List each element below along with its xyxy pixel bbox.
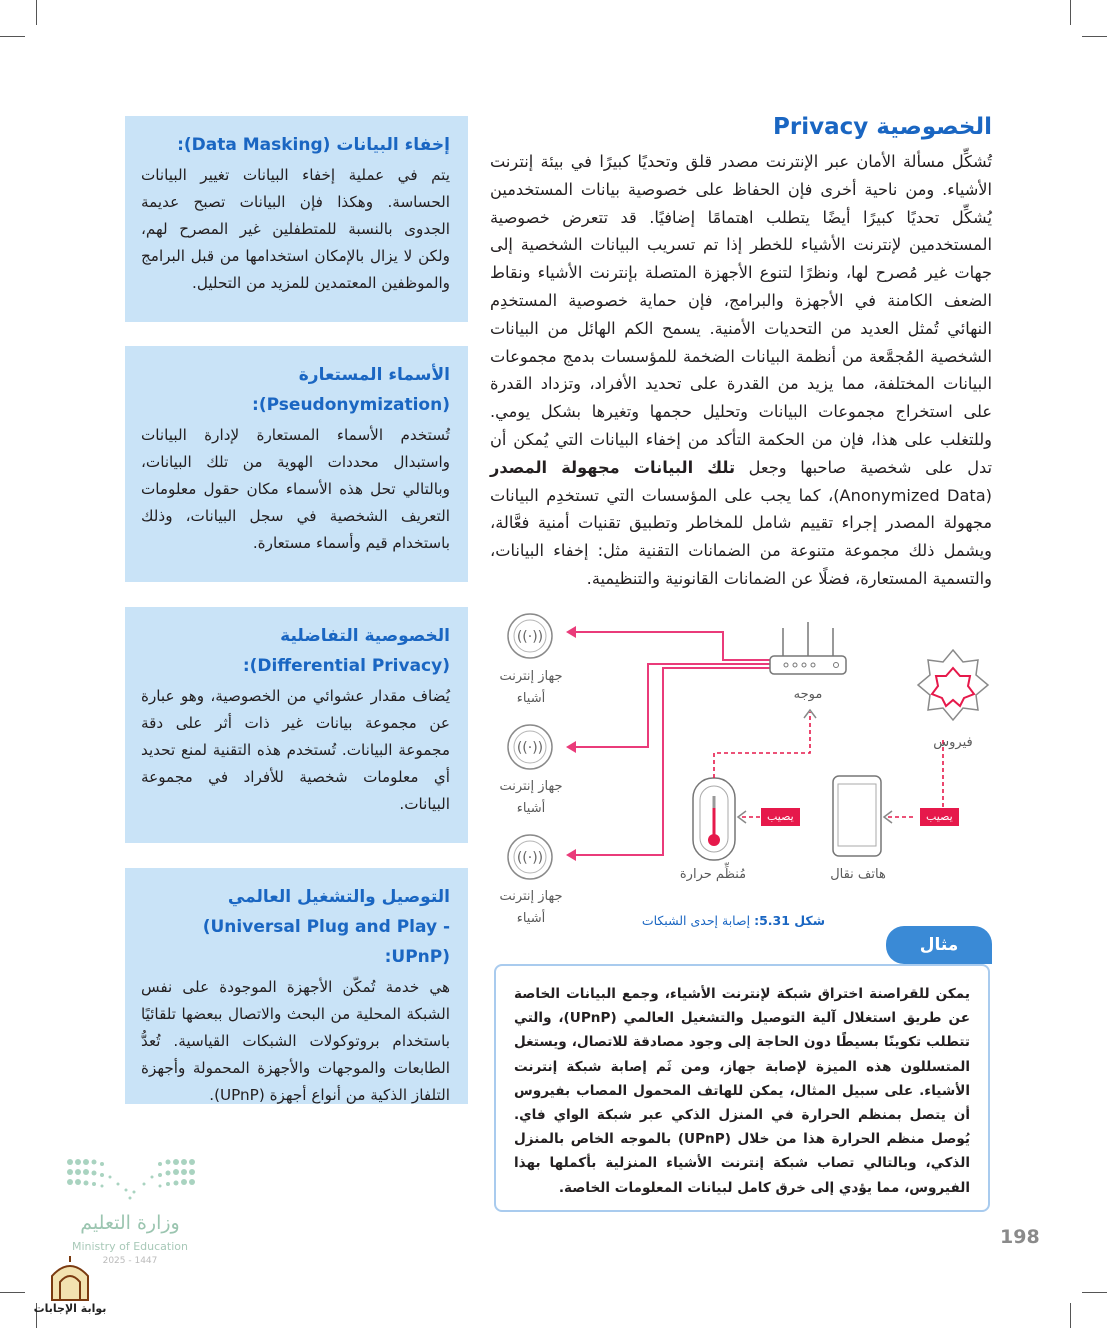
router-to-devices-lines [568,632,770,855]
ministry-year: 2025 - 1447 [102,1256,158,1266]
card-title-tail: : [242,656,250,676]
svg-text:((·)): ((·)) [516,629,544,645]
gate-text: بوابة الإجابات [33,1302,107,1315]
iot-device-label: جهاز إنترنت أشياء [499,889,563,926]
card-title-ar: الأسماء المستعارة [298,365,450,385]
privacy-section [490,112,992,593]
ministry-name-en: Ministry of Education [71,1240,188,1253]
virus-icon [918,650,988,720]
card-upnp [125,868,468,1104]
section-title: الخصوصية Privacy [773,114,992,140]
infects-badge: يصيب [761,808,800,826]
card-title [141,130,450,160]
card-title-tail: : [252,395,259,415]
card-pseudonymization [125,346,468,582]
card-title-tail: : [384,947,392,967]
card-title-en: (Universal Plug and Play - UPnP) [202,917,450,967]
card-differential-privacy [125,607,468,843]
crop-mark [0,36,25,37]
thermostat-icon [693,778,735,860]
card-text: يُضاف مقدار عشوائي من الخصوصية، وهو عبارة عن مجموعة بيانات غير ذات أثر على دقة مجموعة البيانات. تُستخدم هذه التقنية لمنع تحديد أي معلومات شخصية للأفراد في مجموعة البيانات. [141,687,450,813]
gate-building-icon [30,1256,110,1302]
infects-badge: يصيب [920,808,959,826]
iot-device-icon [508,614,552,658]
card-title-en: (Pseudonymization) [258,395,450,415]
network-infection-diagram [488,610,998,940]
svg-text:((·)): ((·)) [516,740,544,756]
dashed-connections [714,712,943,817]
paragraph-bold: تلك البيانات مجهولة المصدر [490,457,736,477]
ministry-dots-icon [64,1154,200,1204]
card-title-ar: إخفاء البيانات [330,135,450,155]
card-title [141,621,450,681]
card-title [141,360,450,420]
page-number: 198 [1000,1226,1040,1248]
section-paragraph [490,148,992,593]
arrow-heads [566,626,576,861]
ministry-name-ar: وزارة التعليم [80,1212,180,1234]
example-text: يمكن للقراصنة اختراق شبكة لإنترنت الأشياء، وجمع البيانات الخاصة عن طريق استغلال آلية التوصيل والتشغيل العالمي (UPnP)، والتي تتطلب تكوينًا بسيطًا دون الحاجة إلى وجود مصادقة للاتصال، ويستغل المتسللون هذه الميزة لإصابة جهاز، ومن ثَم إصابة شبكة إنترنت الأشياء. على سبيل المثال، يمكن للهاتف المحمول المصاب بفيروس أن يتصل بمنظم الحرارة في المنزل الذكي عبر شبكة الواي فاي. يُوصل منظم الحرارة هذا من خلال (UPnP) بالموجه الخاص بالمنزل الذكي، وبالتالي تصاب شبكة إنترنت الأشياء المنزلية بأكملها بهذا الفيروس، مما يؤدي إلى خرق كامل لبيانات المعلومات الخاصة. [514,986,970,1196]
iot-device-label: جهاز إنترنت أشياء [499,779,563,816]
card-title-en: (Differential Privacy) [249,656,450,676]
crop-mark [36,0,37,25]
caption-number: شكل 5.31: [754,913,825,928]
paragraph-part-b: (Anonymized Data)، كما يجب على المؤسسات التي تستخدِم البيانات مجهولة المصدر إجراء تقييم شامل للمخاطر وتطبيق تقنيات أمنية فعَّالة، ويشمل ذلك مجموعة متنوعة من الضمانات التقنية مثل: إخفاء البيانات، والتسمية المستعارة، فضلًا عن الضمانات القانونية والتنظيمية. [490,485,992,588]
crop-mark [0,1292,25,1293]
card-title-ar: التوصيل والتشغيل العالمي [227,887,450,907]
phone-label: هاتف نقال [830,867,886,882]
ministry-logo [60,1150,200,1270]
gate-logo [30,1256,110,1322]
crop-mark [1070,0,1071,25]
card-data-masking [125,116,468,322]
crop-mark [1082,36,1107,37]
card-title-ar: الخصوصية التفاضلية [280,626,450,646]
card-title-tail: : [177,135,184,155]
router-label: موجه [793,687,823,702]
thermostat-label: مُنظِّم حرارة [679,867,747,882]
svg-text:((·)): ((·)) [516,850,544,866]
phone-icon [833,776,881,856]
dashed-arrow-heads [738,710,892,823]
figure-caption [600,913,825,928]
iot-device-icon [508,725,552,769]
caption-text: إصابة إحدى الشبكات [641,913,751,928]
card-title-en: (Data Masking) [183,135,331,155]
crop-mark [1082,1292,1107,1293]
iot-device-icon [508,835,552,879]
card-text: هي خدمة تُمكّن الأجهزة الموجودة على نفس الشبكة المحلية من البحث والاتصال ببعضها تلقائيًا باستخدام بروتوكولات الشبكات القياسية. تُعدُّ الطابعات والموجهات والأجهزة المحمولة وأجهزة التلفاز الذكية من أنواع أجهزة (UPnP). [141,978,450,1104]
card-text: تُستخدم الأسماء المستعارة لإدارة البيانات واستبدال محددات الهوية من تلك البيانات، وبالتالي تحل هذه الأسماء مكان حقول معلومات التعريف الشخصية في سجل البيانات، وذلك باستخدام قيم وأسماء مستعارة. [141,426,450,552]
card-title [141,882,450,972]
paragraph-part-a: تُشكِّل مسألة الأمان عبر الإنترنت مصدر قلق وتحديًا كبيرًا في بيئة إنترنت الأشياء. ومن ناحية أخرى فإن الحفاظ على خصوصية بيانات المستخدمين يُشكِّل تحديًا كبيرًا أيضًا يتطلب اهتمامًا إضافيًا. قد تتعرض خصوصية المستخدمين لإنترنت الأشياء للخطر إذا تم تسريب البيانات الشخصية إلى جهات غير مُصرح لها، ونظرًا لتنوع الأجهزة المتصلة بإنترنت الأشياء ونقاط الضعف الكامنة في الأجهزة والبرامج، فإن حماية خصوصية المستخدِم النهائي تُمثل العديد من التحديات الأمنية. يسمح الكم الهائل من البيانات الشخصية المُجمَّعة من أنظمة البيانات الضخمة للمؤسسات بدمج مجموعات البيانات المختلفة، مما يزيد من القدرة على تحديد الأفراد، وتزداد القدرة على استخراج مجموعات البيانات وتحليل حجمها وتغيرها بشكل يومي. وللتغلب على هذا، فإن من الحكمة التأكد من إخفاء البيانات التي يُمكن أن تدل على شخصية صاحبها وجعل [490,152,992,477]
virus-label: فيروس [933,735,973,750]
example-box [494,964,990,1212]
crop-mark [1070,1303,1071,1328]
router-icon [770,622,846,674]
iot-device-label: جهاز إنترنت أشياء [499,669,563,706]
card-text: يتم في عملية إخفاء البيانات تغيير البيانات الحساسة. وهكذا فإن البيانات تصبح عديمة الجدوى بالنسبة للمتطفلين غير المصرح لهم، ولكن لا يزال بالإمكان استخدامها من قبل البرامج والموظفين المعتمدين للمزيد من التحليل. [141,166,450,292]
example-tab: مثال [886,926,992,964]
